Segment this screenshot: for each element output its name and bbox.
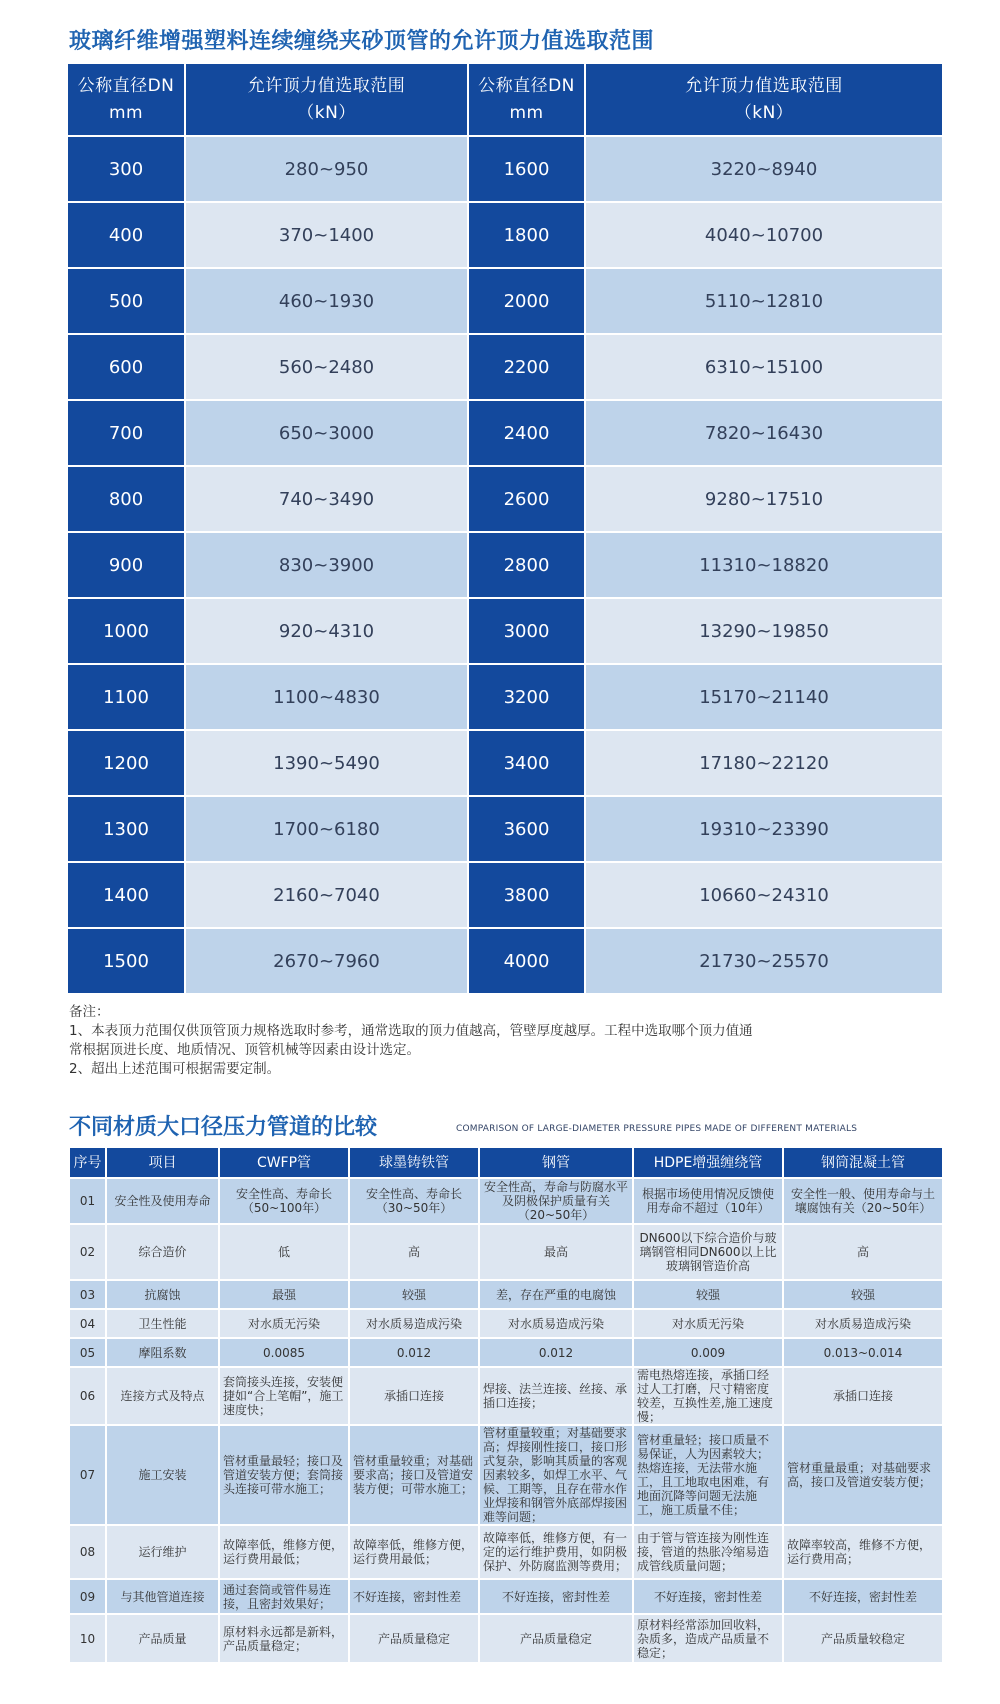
header-item: 项目 bbox=[106, 1147, 219, 1178]
steel-cell: 管材重量较重；对基础要求高；焊接刚性接口，接口形式复杂，影响其质量的客观因素较多，如焊工水平、气候、工期等，且存在带水作业焊接和钢管外底部焊接困难等问题； bbox=[479, 1425, 633, 1525]
table-row bbox=[68, 268, 942, 334]
header-steel: 钢管 bbox=[479, 1147, 633, 1178]
table-row bbox=[68, 532, 942, 598]
force-range-cell: 2670~7960 bbox=[185, 928, 468, 993]
row-number-cell: 07 bbox=[69, 1425, 106, 1525]
row-number-cell: 01 bbox=[69, 1178, 106, 1224]
item-cell: 摩阻系数 bbox=[106, 1338, 219, 1367]
force-range-cell: 280~950 bbox=[185, 136, 468, 202]
force-range-cell: 4040~10700 bbox=[585, 202, 942, 268]
force-range-cell: 11310~18820 bbox=[585, 532, 942, 598]
table-row bbox=[69, 1338, 943, 1367]
force-range-cell: 560~2480 bbox=[185, 334, 468, 400]
table-row bbox=[68, 730, 942, 796]
hdpe-cell: DN600以下综合造价与玻璃钢管相同DN600以上比玻璃钢管造价高 bbox=[633, 1224, 783, 1280]
diameter-cell: 700 bbox=[68, 400, 185, 466]
pccp-cell: 不好连接，密封性差 bbox=[783, 1579, 943, 1614]
diameter-cell: 2400 bbox=[468, 400, 585, 466]
force-range-cell: 13290~19850 bbox=[585, 598, 942, 664]
ductile-iron-cell: 不好连接，密封性差 bbox=[349, 1579, 479, 1614]
table-row bbox=[69, 1614, 943, 1663]
notes-label: 备注： bbox=[69, 1004, 110, 1020]
force-range-cell: 6310~15100 bbox=[585, 334, 942, 400]
cwfp-cell: 对水质无污染 bbox=[219, 1309, 349, 1338]
header-no: 序号 bbox=[69, 1147, 106, 1178]
diameter-cell: 4000 bbox=[468, 928, 585, 993]
force-range-cell: 460~1930 bbox=[185, 268, 468, 334]
header-dn: 公称直径DN mm bbox=[468, 64, 585, 136]
table-header-row bbox=[68, 64, 942, 136]
force-range-cell: 15170~21140 bbox=[585, 664, 942, 730]
header-ductile-iron: 球墨铸铁管 bbox=[349, 1147, 479, 1178]
row-number-cell: 08 bbox=[69, 1525, 106, 1579]
table-row bbox=[68, 202, 942, 268]
header-hdpe: HDPE增强缠绕管 bbox=[633, 1147, 783, 1178]
hdpe-cell: 根据市场使用情况反馈使用寿命不超过（10年） bbox=[633, 1178, 783, 1224]
row-number-cell: 04 bbox=[69, 1309, 106, 1338]
steel-cell: 不好连接，密封性差 bbox=[479, 1579, 633, 1614]
diameter-cell: 300 bbox=[68, 136, 185, 202]
diameter-cell: 2600 bbox=[468, 466, 585, 532]
ductile-iron-cell: 较强 bbox=[349, 1280, 479, 1309]
table-header-row bbox=[69, 1147, 943, 1178]
row-number-cell: 10 bbox=[69, 1614, 106, 1663]
pccp-cell: 对水质易造成污染 bbox=[783, 1309, 943, 1338]
cwfp-cell: 管材重量最轻；接口及管道安装方便；套筒接头连接可带水施工； bbox=[219, 1425, 349, 1525]
diameter-cell: 3600 bbox=[468, 796, 585, 862]
pccp-cell: 高 bbox=[783, 1224, 943, 1280]
force-range-cell: 920~4310 bbox=[185, 598, 468, 664]
diameter-cell: 1300 bbox=[68, 796, 185, 862]
table-row bbox=[68, 334, 942, 400]
force-range-cell: 7820~16430 bbox=[585, 400, 942, 466]
item-cell: 与其他管道连接 bbox=[106, 1579, 219, 1614]
table-row bbox=[68, 928, 942, 993]
row-number-cell: 05 bbox=[69, 1338, 106, 1367]
notes bbox=[69, 1003, 753, 1079]
cwfp-cell: 原材料永远都是新料，产品质量稳定； bbox=[219, 1614, 349, 1663]
header-dn: 公称直径DN mm bbox=[68, 64, 185, 136]
steel-cell: 焊接、法兰连接、丝接、承插口连接； bbox=[479, 1367, 633, 1425]
force-range-cell: 370~1400 bbox=[185, 202, 468, 268]
steel-cell: 对水质易造成污染 bbox=[479, 1309, 633, 1338]
hdpe-cell: 不好连接，密封性差 bbox=[633, 1579, 783, 1614]
diameter-cell: 900 bbox=[68, 532, 185, 598]
pccp-cell: 0.013~0.014 bbox=[783, 1338, 943, 1367]
diameter-cell: 1800 bbox=[468, 202, 585, 268]
pccp-cell: 故障率较高，维修不方便，运行费用高； bbox=[783, 1525, 943, 1579]
steel-cell: 故障率低，维修方便，有一定的运行维护费用，如阴极保护、外防腐监测等费用； bbox=[479, 1525, 633, 1579]
diameter-cell: 1400 bbox=[68, 862, 185, 928]
diameter-cell: 800 bbox=[68, 466, 185, 532]
note-line: 常根据顶进长度、地质情况、顶管机械等因素由设计选定。 bbox=[69, 1042, 420, 1058]
pccp-cell: 较强 bbox=[783, 1280, 943, 1309]
diameter-cell: 2800 bbox=[468, 532, 585, 598]
hdpe-cell: 原材料经常添加回收料，杂质多，造成产品质量不稳定； bbox=[633, 1614, 783, 1663]
force-range-cell: 2160~7040 bbox=[185, 862, 468, 928]
table-row bbox=[68, 796, 942, 862]
force-range-cell: 1700~6180 bbox=[185, 796, 468, 862]
item-cell: 抗腐蚀 bbox=[106, 1280, 219, 1309]
note-line: 1、本表顶力范围仅供顶管顶力规格选取时参考，通常选取的顶力值越高，管壁厚度越厚。工程中选取哪个顶力值通 bbox=[69, 1023, 753, 1039]
force-range-cell: 9280~17510 bbox=[585, 466, 942, 532]
diameter-cell: 1200 bbox=[68, 730, 185, 796]
force-range-cell: 650~3000 bbox=[185, 400, 468, 466]
pccp-cell: 承插口连接 bbox=[783, 1367, 943, 1425]
pccp-cell: 产品质量较稳定 bbox=[783, 1614, 943, 1663]
ductile-iron-cell: 管材重量较重；对基础要求高；接口及管道安装方便；可带水施工； bbox=[349, 1425, 479, 1525]
row-number-cell: 03 bbox=[69, 1280, 106, 1309]
hdpe-cell: 需电热熔连接，承插口经过人工打磨，尺寸精密度较差，互换性差,施工速度慢； bbox=[633, 1367, 783, 1425]
item-cell: 连接方式及特点 bbox=[106, 1367, 219, 1425]
diameter-cell: 2200 bbox=[468, 334, 585, 400]
force-range-cell: 5110~12810 bbox=[585, 268, 942, 334]
ductile-iron-cell: 安全性高、寿命长（30~50年） bbox=[349, 1178, 479, 1224]
force-range-cell: 10660~24310 bbox=[585, 862, 942, 928]
header-pccp: 钢筒混凝土管 bbox=[783, 1147, 943, 1178]
ductile-iron-cell: 产品质量稳定 bbox=[349, 1614, 479, 1663]
ductile-iron-cell: 故障率低，维修方便，运行费用最低； bbox=[349, 1525, 479, 1579]
ductile-iron-cell: 0.012 bbox=[349, 1338, 479, 1367]
note-line: 2、超出上述范围可根据需要定制。 bbox=[69, 1061, 281, 1077]
cwfp-cell: 最强 bbox=[219, 1280, 349, 1309]
item-cell: 综合造价 bbox=[106, 1224, 219, 1280]
diameter-cell: 600 bbox=[68, 334, 185, 400]
table-row bbox=[69, 1525, 943, 1579]
table-row bbox=[68, 400, 942, 466]
cwfp-cell: 安全性高、寿命长（50~100年） bbox=[219, 1178, 349, 1224]
header-cwfp: CWFP管 bbox=[219, 1147, 349, 1178]
row-number-cell: 02 bbox=[69, 1224, 106, 1280]
ductile-iron-cell: 承插口连接 bbox=[349, 1367, 479, 1425]
diameter-cell: 2000 bbox=[468, 268, 585, 334]
cwfp-cell: 低 bbox=[219, 1224, 349, 1280]
table-row bbox=[69, 1178, 943, 1224]
row-number-cell: 06 bbox=[69, 1367, 106, 1425]
force-range-cell: 21730~25570 bbox=[585, 928, 942, 993]
cwfp-cell: 0.0085 bbox=[219, 1338, 349, 1367]
cwfp-cell: 套筒接头连接，安装便捷如“合上笔帽”，施工速度快； bbox=[219, 1367, 349, 1425]
table-row bbox=[68, 466, 942, 532]
force-range-cell: 17180~22120 bbox=[585, 730, 942, 796]
force-range-cell: 830~3900 bbox=[185, 532, 468, 598]
steel-cell: 产品质量稳定 bbox=[479, 1614, 633, 1663]
hdpe-cell: 0.009 bbox=[633, 1338, 783, 1367]
header-range: 允许顶力值选取范围 （kN） bbox=[185, 64, 468, 136]
ductile-iron-cell: 对水质易造成污染 bbox=[349, 1309, 479, 1338]
jacking-force-table bbox=[68, 64, 942, 993]
force-table-title: 玻璃纤维增强塑料连续缠绕夹砂顶管的允许顶力值选取范围 bbox=[69, 29, 655, 54]
comparison-subtitle: COMPARISON OF LARGE-DIAMETER PRESSURE PIPES MADE OF DIFFERENT MATERIALS bbox=[456, 1124, 858, 1134]
table-row bbox=[68, 136, 942, 202]
item-cell: 安全性及使用寿命 bbox=[106, 1178, 219, 1224]
cwfp-cell: 通过套筒或管件易连接，且密封效果好； bbox=[219, 1579, 349, 1614]
table-row bbox=[69, 1367, 943, 1425]
diameter-cell: 3200 bbox=[468, 664, 585, 730]
table-row bbox=[69, 1280, 943, 1309]
item-cell: 产品质量 bbox=[106, 1614, 219, 1663]
diameter-cell: 3400 bbox=[468, 730, 585, 796]
diameter-cell: 1000 bbox=[68, 598, 185, 664]
header-range: 允许顶力值选取范围 （kN） bbox=[585, 64, 942, 136]
table-row bbox=[69, 1309, 943, 1338]
table-row bbox=[69, 1224, 943, 1280]
pccp-cell: 管材重量最重；对基础要求高，接口及管道安装方便； bbox=[783, 1425, 943, 1525]
cwfp-cell: 故障率低，维修方便，运行费用最低； bbox=[219, 1525, 349, 1579]
steel-cell: 差，存在严重的电腐蚀 bbox=[479, 1280, 633, 1309]
diameter-cell: 1500 bbox=[68, 928, 185, 993]
hdpe-cell: 对水质无污染 bbox=[633, 1309, 783, 1338]
force-range-cell: 1100~4830 bbox=[185, 664, 468, 730]
table-row bbox=[68, 598, 942, 664]
table-row bbox=[69, 1579, 943, 1614]
diameter-cell: 3800 bbox=[468, 862, 585, 928]
hdpe-cell: 较强 bbox=[633, 1280, 783, 1309]
force-range-cell: 3220~8940 bbox=[585, 136, 942, 202]
steel-cell: 最高 bbox=[479, 1224, 633, 1280]
steel-cell: 0.012 bbox=[479, 1338, 633, 1367]
comparison-table bbox=[68, 1146, 944, 1664]
comparison-title: 不同材质大口径压力管道的比较 bbox=[69, 1115, 378, 1140]
item-cell: 施工安装 bbox=[106, 1425, 219, 1525]
force-range-cell: 740~3490 bbox=[185, 466, 468, 532]
table-row bbox=[68, 862, 942, 928]
ductile-iron-cell: 高 bbox=[349, 1224, 479, 1280]
force-range-cell: 19310~23390 bbox=[585, 796, 942, 862]
force-range-cell: 1390~5490 bbox=[185, 730, 468, 796]
diameter-cell: 1600 bbox=[468, 136, 585, 202]
hdpe-cell: 由于管与管连接为刚性连接，管道的热胀冷缩易造成管线质量问题； bbox=[633, 1525, 783, 1579]
item-cell: 运行维护 bbox=[106, 1525, 219, 1579]
diameter-cell: 1100 bbox=[68, 664, 185, 730]
pccp-cell: 安全性一般、使用寿命与土壤腐蚀有关（20~50年） bbox=[783, 1178, 943, 1224]
steel-cell: 安全性高，寿命与防腐水平及阴极保护质量有关（20~50年） bbox=[479, 1178, 633, 1224]
table-row bbox=[68, 664, 942, 730]
table-row bbox=[69, 1425, 943, 1525]
hdpe-cell: 管材重量轻；接口质量不易保证，人为因素较大；热熔连接，无法带水施工，且工地取电困难，有地面沉降等问题无法施工，施工质量不佳； bbox=[633, 1425, 783, 1525]
diameter-cell: 500 bbox=[68, 268, 185, 334]
diameter-cell: 3000 bbox=[468, 598, 585, 664]
diameter-cell: 400 bbox=[68, 202, 185, 268]
row-number-cell: 09 bbox=[69, 1579, 106, 1614]
item-cell: 卫生性能 bbox=[106, 1309, 219, 1338]
